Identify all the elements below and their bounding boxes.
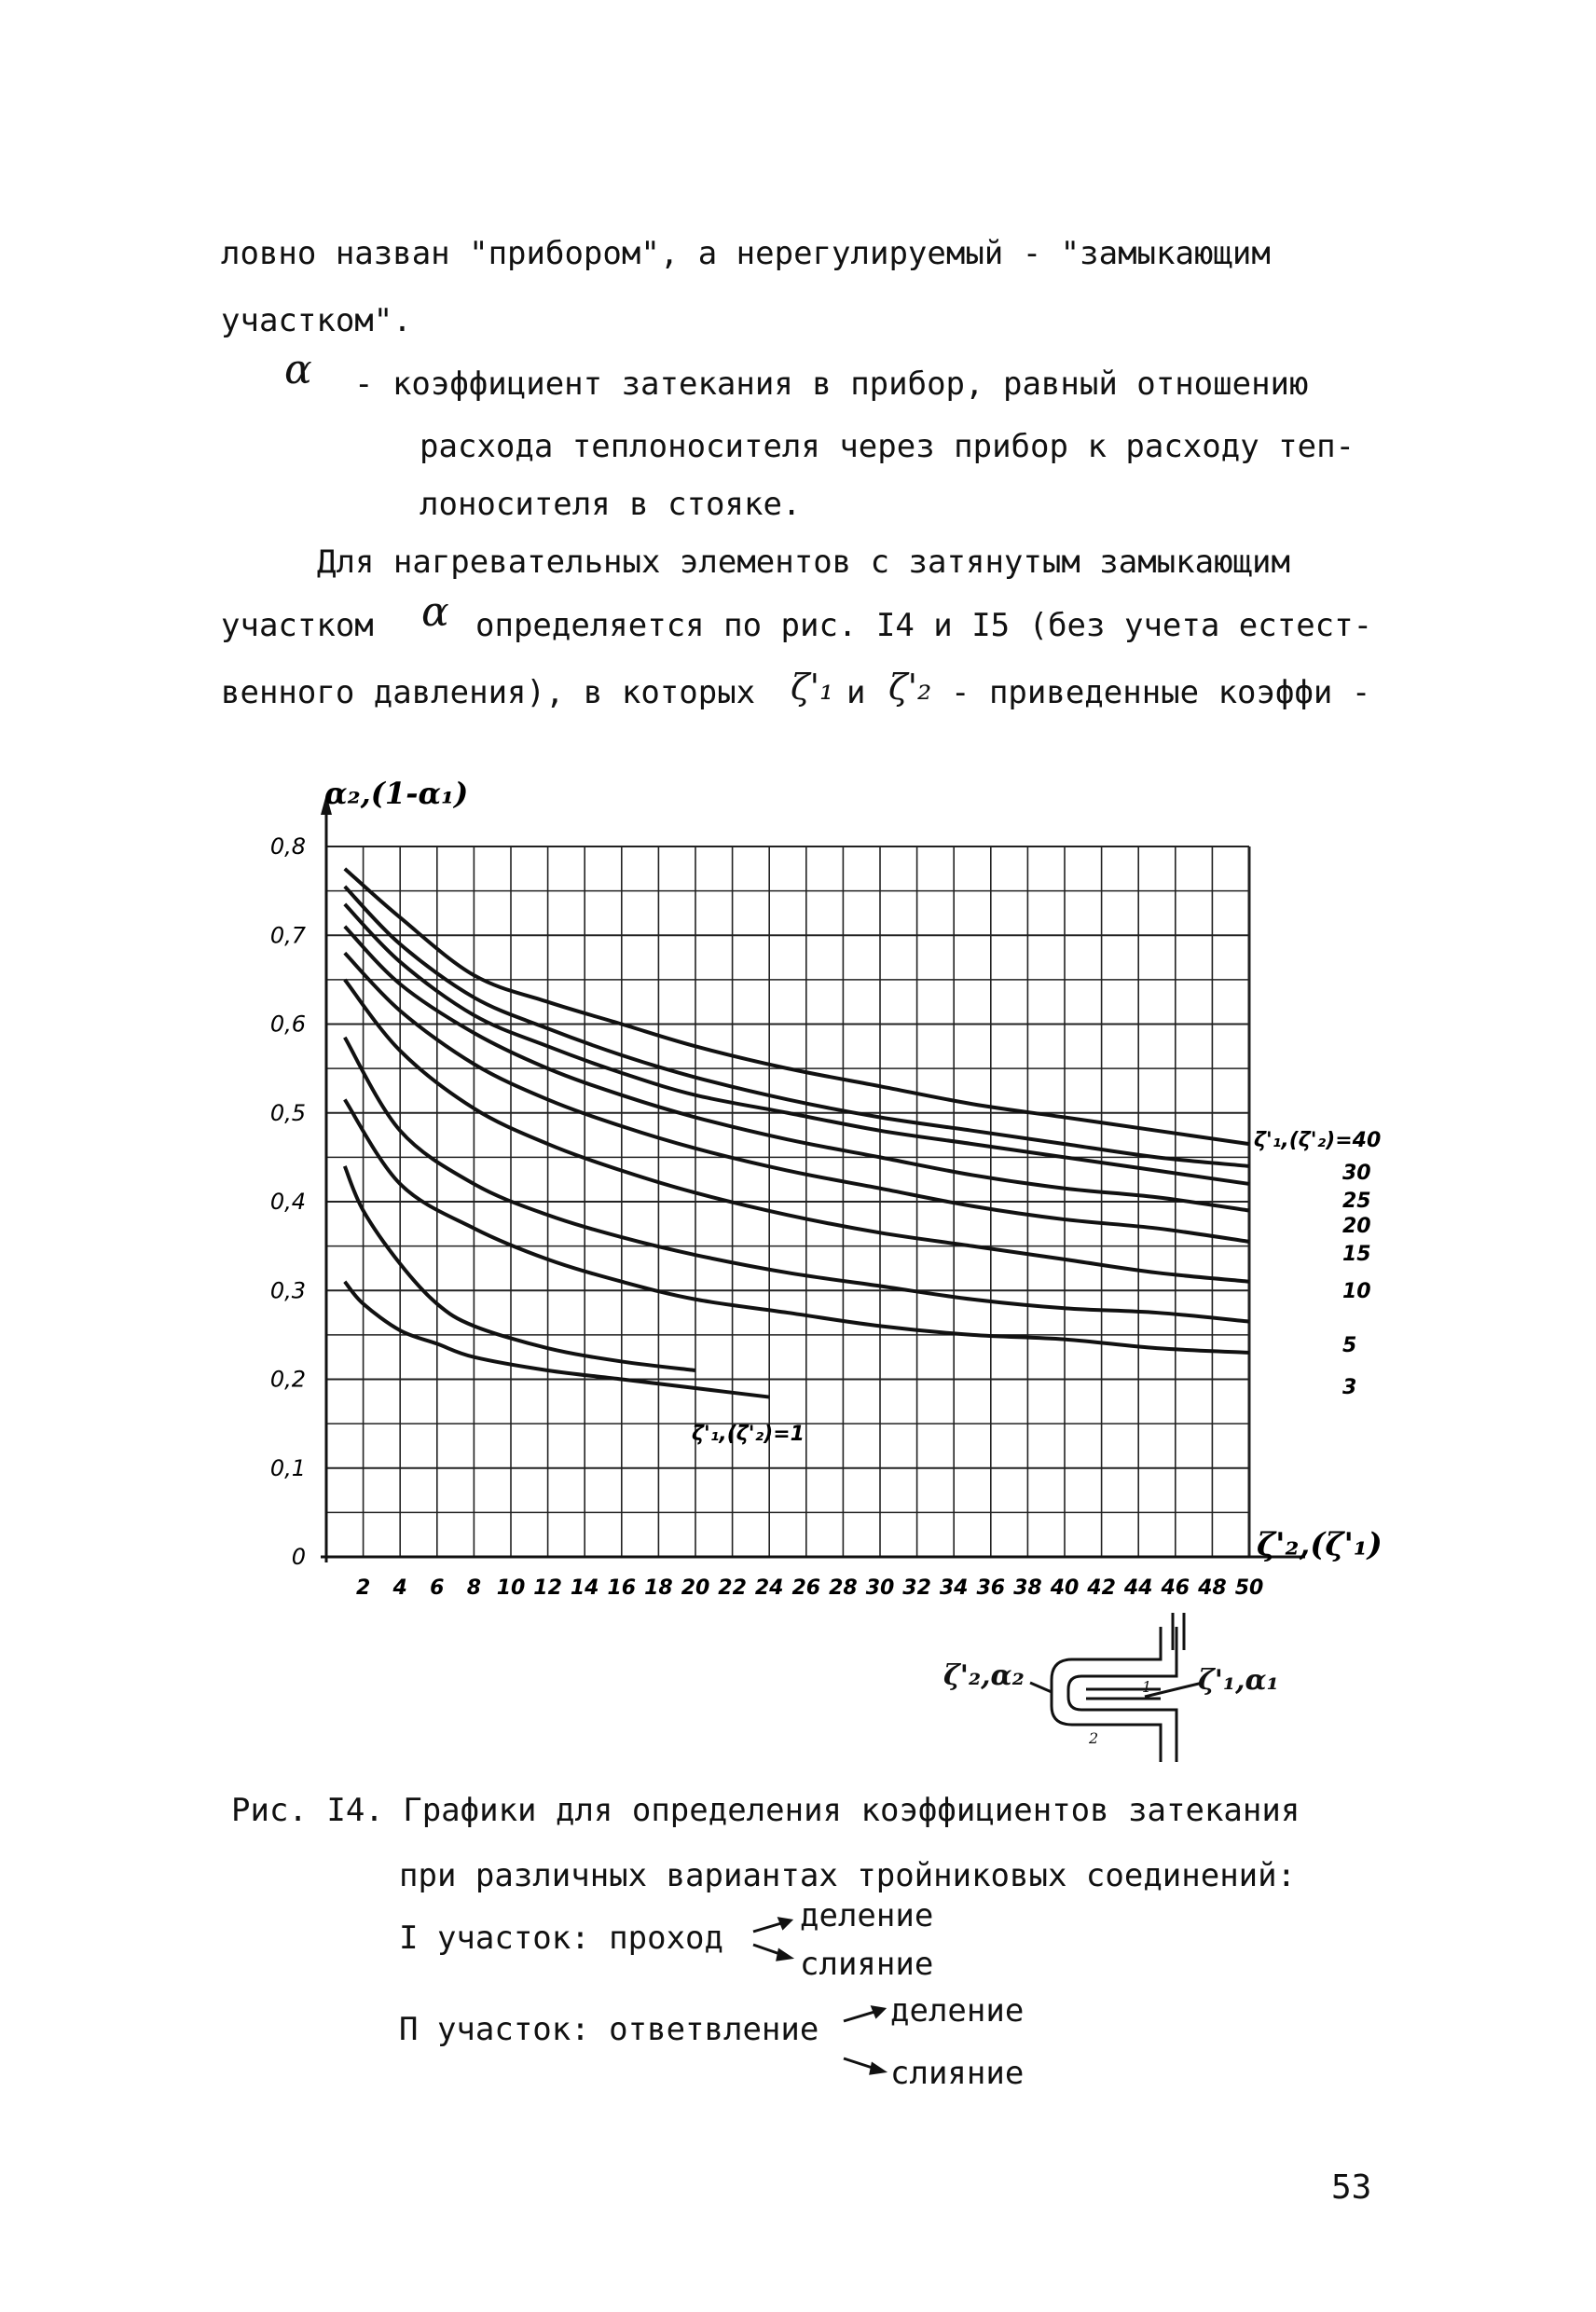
alpha-symbol: α xyxy=(284,346,312,393)
paragraph2-line-3b: - приведенные коэффи - xyxy=(951,674,1371,711)
section1-option-b: слияние xyxy=(800,1946,934,1983)
x-tick-label: 34 xyxy=(939,1576,969,1600)
figure-caption-line-2: при различных вариантах тройниковых соединений: xyxy=(399,1857,1297,1894)
y-tick-label: 0,8 xyxy=(269,833,306,860)
x-tick-label: 46 xyxy=(1161,1576,1190,1600)
paragraph2-line-2a: участком xyxy=(221,607,374,644)
and-word: и xyxy=(846,674,866,711)
x-tick-label: 50 xyxy=(1234,1576,1264,1600)
alpha-symbol-inline: α xyxy=(421,588,449,636)
x-tick-label: 48 xyxy=(1198,1576,1227,1600)
section1-option-a: деление xyxy=(800,1897,934,1934)
definition-line-3: лоносителя в стояке. xyxy=(420,486,802,523)
definition-line-1: - коэффициент затекания в прибор, равный отношению xyxy=(354,365,1309,403)
figure-caption-title: Рис. I4. Графики для определения коэффициентов затекания xyxy=(231,1792,1300,1829)
page-number: 53 xyxy=(1331,2168,1372,2207)
x-tick-label: 44 xyxy=(1123,1576,1153,1600)
curve-label: 20 xyxy=(1342,1215,1371,1238)
x-tick-label: 32 xyxy=(902,1576,931,1600)
diagram-left-label: ζ'₂,α₂ xyxy=(943,1659,1025,1692)
y-tick-label: 0,1 xyxy=(269,1454,306,1481)
text-line-2: участком". xyxy=(221,302,412,339)
diagram-mark-1: 1 xyxy=(1142,1678,1152,1696)
curve-label: 15 xyxy=(1342,1243,1371,1266)
x-tick-label: 12 xyxy=(533,1576,562,1600)
section1-label: I участок: проход xyxy=(399,1920,723,1957)
y-tick-label: 0,6 xyxy=(269,1011,306,1038)
arrow-s1-b-head xyxy=(777,1950,791,1960)
y-tick-label: 0,4 xyxy=(269,1189,306,1215)
diagram-right-label: ζ'₁,α₁ xyxy=(1198,1664,1279,1697)
y-axis-title: α₂,(1-α₁) xyxy=(324,776,469,811)
curve-label: ζ'₁,(ζ'₂)=40 xyxy=(1254,1129,1382,1152)
x-tick-label: 6 xyxy=(430,1576,445,1600)
y-tick-label: 0,2 xyxy=(269,1366,306,1393)
curve-label-inline: ζ'₁,(ζ'₂)=1 xyxy=(692,1423,805,1446)
curve-label: 10 xyxy=(1342,1280,1371,1303)
x-tick-label: 36 xyxy=(976,1576,1006,1600)
zeta2-symbol: ζ'₂ xyxy=(888,667,932,708)
definition-line-2: расхода теплоносителя через прибор к расходу теп- xyxy=(420,428,1355,465)
x-tick-label: 38 xyxy=(1013,1576,1042,1600)
x-tick-label: 42 xyxy=(1087,1576,1116,1600)
x-tick-label: 30 xyxy=(865,1576,895,1600)
x-tick-label: 28 xyxy=(829,1576,858,1600)
curve-label: 5 xyxy=(1342,1334,1357,1357)
curve-label: 25 xyxy=(1342,1190,1371,1213)
x-tick-label: 26 xyxy=(791,1576,821,1600)
y-tick-label: 0,5 xyxy=(269,1099,306,1126)
x-tick-label: 4 xyxy=(392,1576,407,1600)
text-line-1: ловно назван "прибором", а нерегулируемый - "замыкающим xyxy=(221,235,1271,272)
x-axis-title: ζ'₂,(ζ'₁) xyxy=(1257,1526,1383,1563)
diagram-mark-2: 2 xyxy=(1089,1729,1099,1747)
y-tick-label: 0,7 xyxy=(269,922,306,949)
curve-label: 3 xyxy=(1342,1376,1357,1399)
arrow-s2-a-head xyxy=(873,2007,884,2016)
x-tick-label: 2 xyxy=(355,1576,371,1600)
x-tick-label: 24 xyxy=(754,1576,784,1600)
arrow-s2-b-head xyxy=(871,2064,884,2073)
paragraph2-line-3a: венного давления), в которых xyxy=(221,674,756,711)
paragraph2-line-1: Для нагревательных элементов с затянутым замыкающим xyxy=(317,544,1290,581)
section2-option-b: слияние xyxy=(890,2055,1025,2092)
x-tick-label: 40 xyxy=(1050,1576,1080,1600)
x-tick-label: 10 xyxy=(496,1576,526,1600)
section2-label: П участок: ответвление xyxy=(399,2011,819,2048)
paragraph2-line-2b: определяется по рис. I4 и I5 (без учета естест- xyxy=(475,607,1373,644)
y-tick-label: 0,3 xyxy=(269,1277,306,1304)
x-tick-label: 16 xyxy=(607,1576,637,1600)
x-tick-label: 14 xyxy=(570,1576,599,1600)
x-tick-label: 20 xyxy=(681,1576,710,1600)
arrow-s1-a-head xyxy=(779,1919,791,1928)
x-tick-label: 8 xyxy=(466,1576,482,1600)
x-tick-label: 22 xyxy=(718,1576,747,1600)
curve-label: 30 xyxy=(1342,1162,1371,1185)
section2-option-a: деление xyxy=(890,1992,1025,2030)
zeta1-symbol: ζ'₁ xyxy=(791,667,834,708)
x-tick-label: 18 xyxy=(644,1576,673,1600)
y-tick-label: 0 xyxy=(291,1544,306,1570)
